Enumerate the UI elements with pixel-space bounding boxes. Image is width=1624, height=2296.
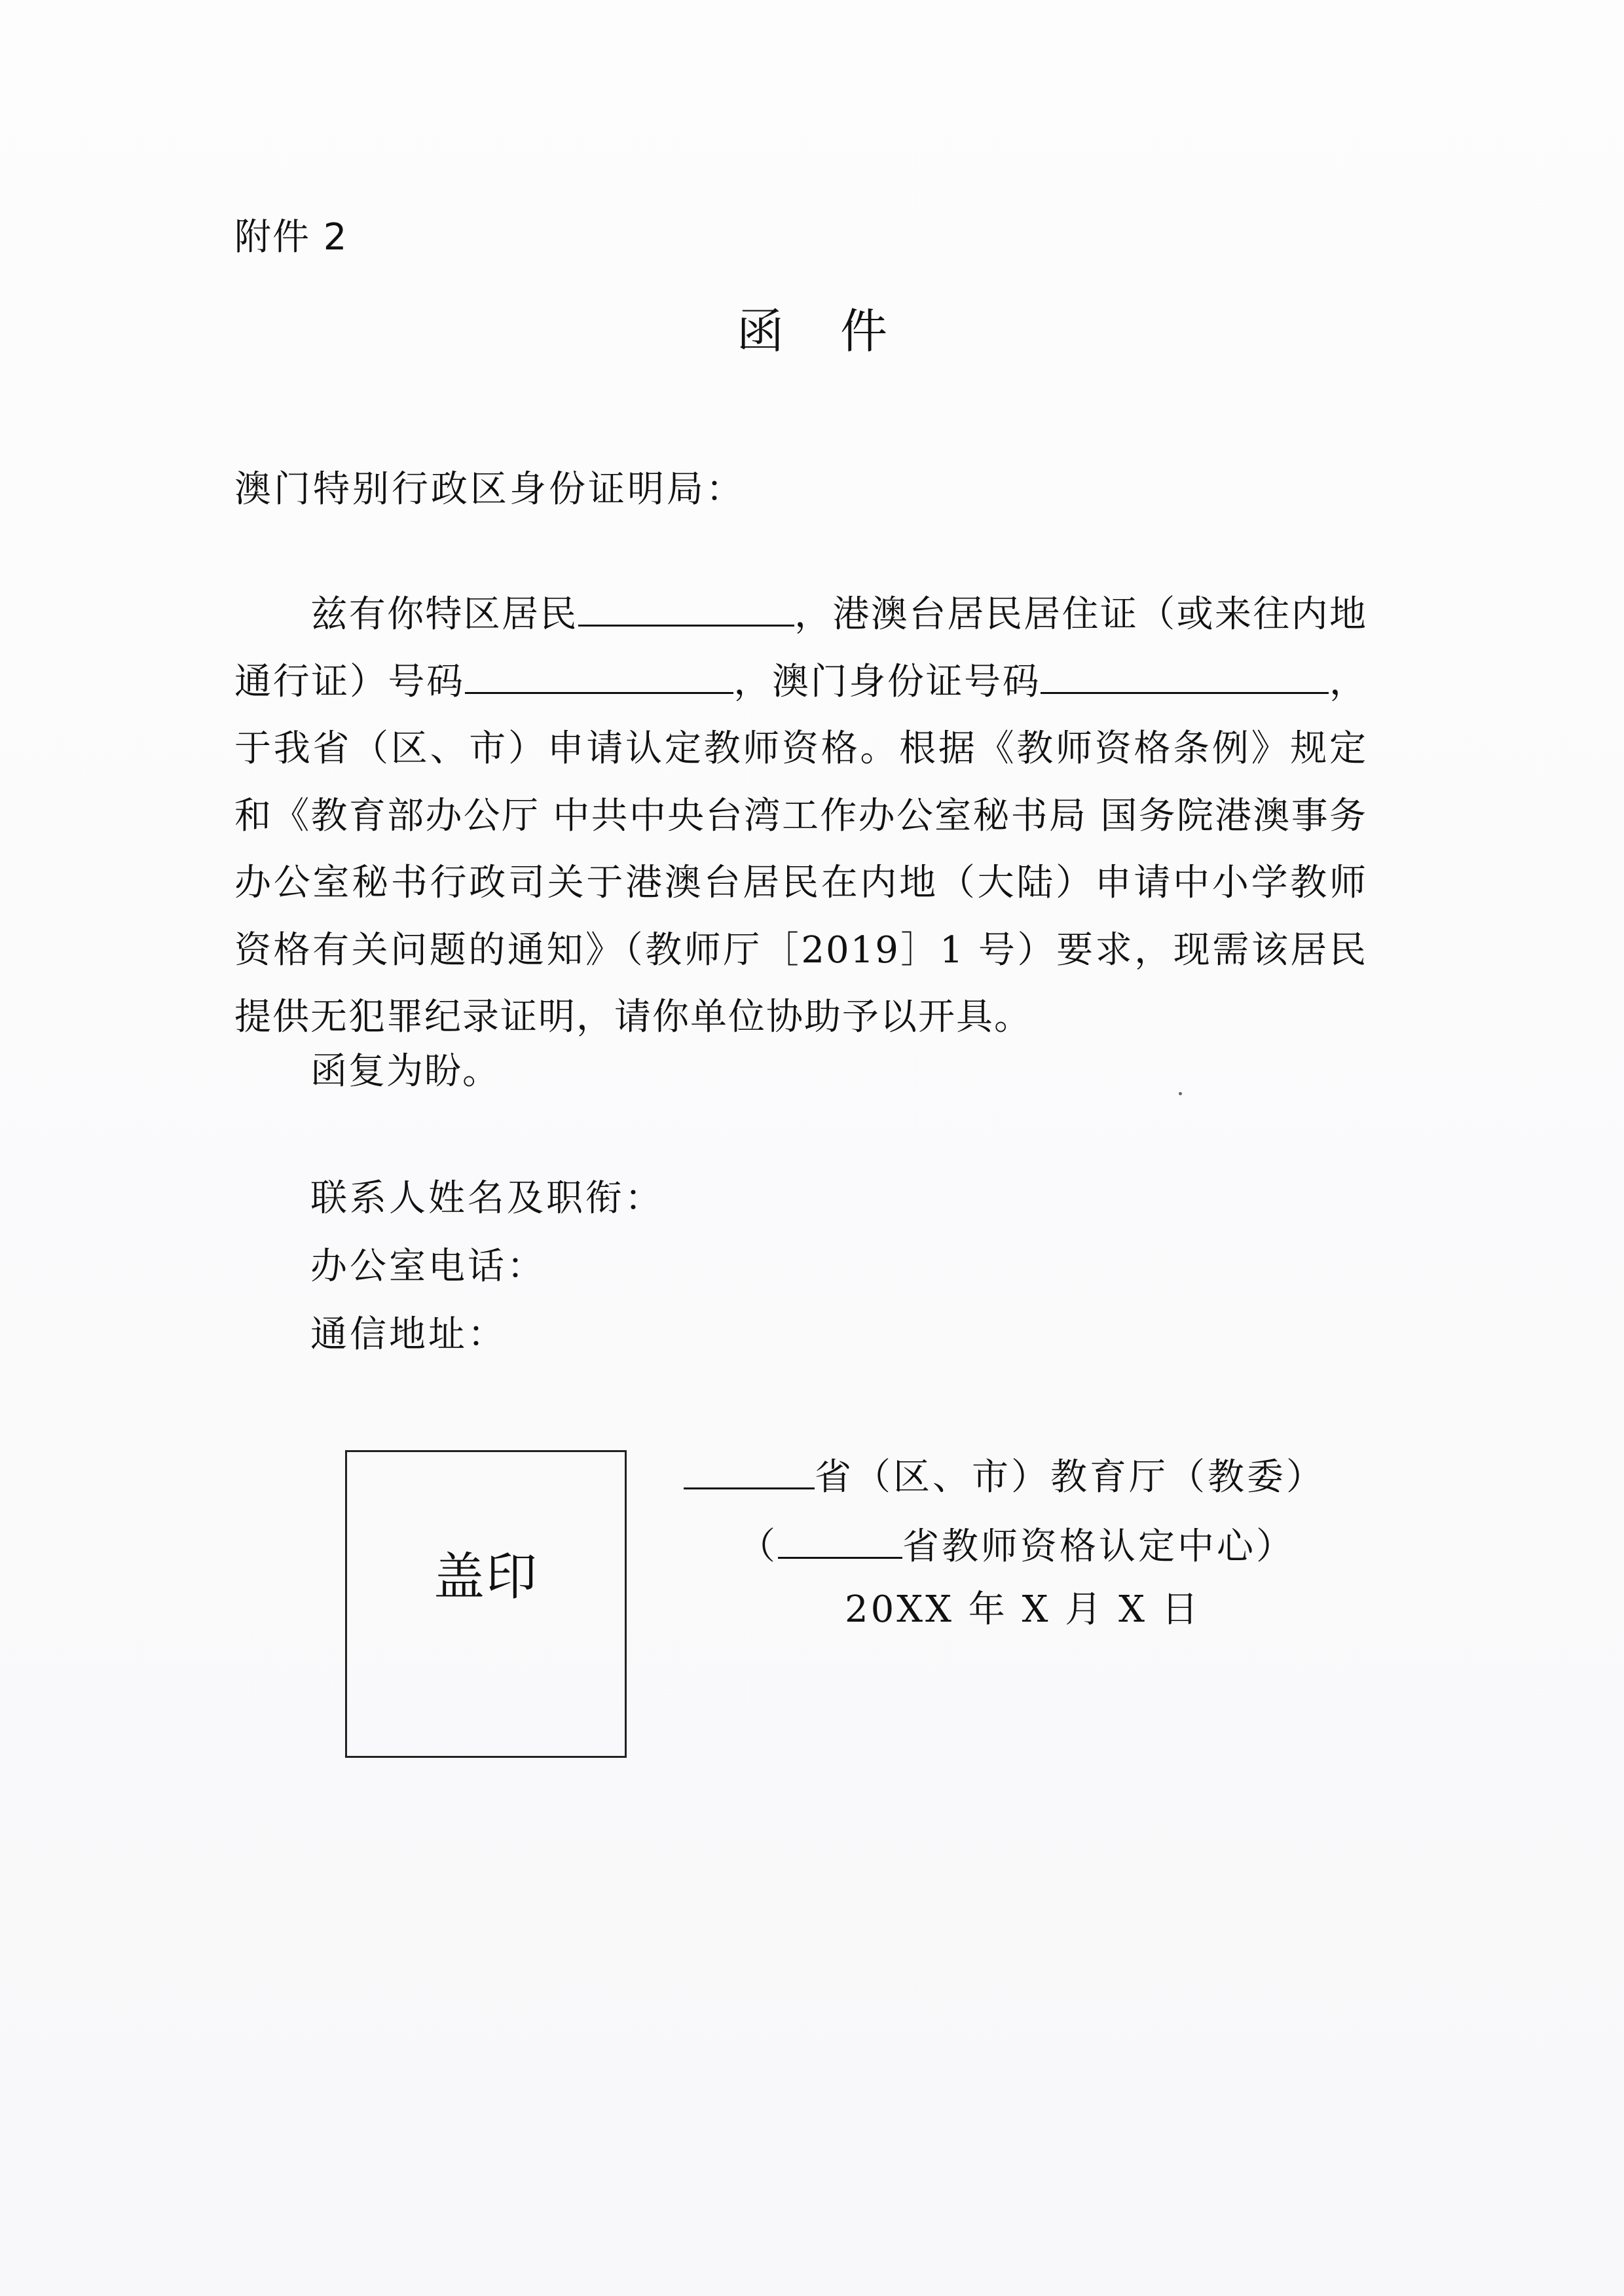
resident-name-blank bbox=[578, 593, 794, 627]
salutation: 澳门特别行政区身份证明局： bbox=[234, 468, 745, 511]
body-segment-3: ，澳门身份证号码 bbox=[733, 660, 1041, 703]
body-segment-2: ，港澳台居民居住证（或来往内地通行证）号码 bbox=[234, 593, 1368, 703]
signature-issuer bbox=[684, 1448, 1325, 1501]
province-blank bbox=[684, 1456, 815, 1489]
contact-address: 通信地址： bbox=[310, 1313, 507, 1356]
body-segment-4: ，于我省（区、市）申请认定教师资格。根据《教师资格条例》规定和《教育部办公厅 中共中央台湾工作办公室秘书局 国务院港澳事务办公室秘书行政司关于港澳台居民在内地（大陆）申请中小学教师资格有关问题的通知》（教师厅［2019］1 号）要求，现需该居民提供无犯罪纪录证明，请你单位协助予以开具。 bbox=[234, 660, 1367, 1038]
reply-closing: 函复为盼。 bbox=[310, 1050, 500, 1093]
letter-body bbox=[234, 581, 1367, 1051]
signature-center-open: （ bbox=[739, 1525, 778, 1568]
signature-issuer-text: 省（区、市）教育厅（教委） bbox=[815, 1456, 1325, 1499]
contact-name-title: 联系人姓名及职衔： bbox=[310, 1177, 664, 1220]
signature-center-text: 省教师资格认定中心） bbox=[902, 1525, 1295, 1568]
attachment-label: 附件 2 bbox=[234, 216, 348, 259]
signature-center bbox=[739, 1518, 1295, 1570]
signature-date: 20XX 年 X 月 X 日 bbox=[845, 1588, 1201, 1631]
macau-id-number-blank bbox=[1041, 661, 1329, 694]
seal-label: 盖印 bbox=[433, 1548, 538, 1607]
body-segment-1: 兹有你特区居民 bbox=[310, 593, 578, 636]
document-title: 函件 bbox=[736, 304, 944, 359]
permit-number-blank bbox=[465, 661, 733, 694]
seal-box bbox=[345, 1450, 627, 1758]
contact-office-phone: 办公室电话： bbox=[310, 1245, 546, 1288]
center-province-blank bbox=[778, 1525, 902, 1559]
scan-speck bbox=[1179, 1092, 1182, 1095]
